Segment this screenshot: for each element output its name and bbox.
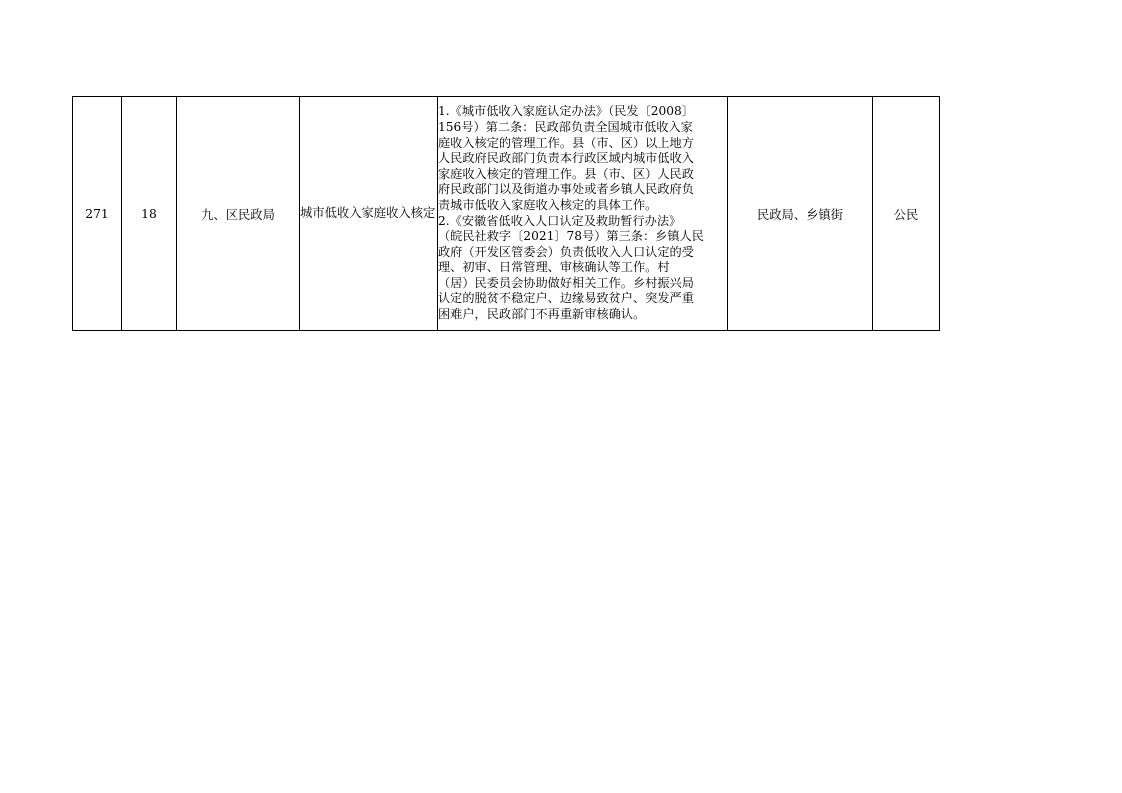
legal-basis-line: （皖民社救字〔2021〕78号）第三条：乡镇人民 (438, 229, 704, 244)
table-row (73, 97, 940, 331)
target-cell: 公民 (873, 97, 940, 331)
legal-basis-line: 家庭收入核定的管理工作。县（市、区）人民政 (438, 166, 694, 181)
legal-basis-line: 156号）第二条：民政部负责全国城市低收入家 (438, 119, 693, 134)
legal-basis-line: （居）民委员会协助做好相关工作。乡村振兴局 (438, 275, 694, 290)
legal-basis-cell (438, 97, 728, 331)
legal-basis-line: 庭收入核定的管理工作。县（市、区）以上地方 (438, 135, 694, 150)
legal-basis-line: 1.《城市低收入家庭认定办法》（民发〔2008〕 (438, 104, 694, 119)
data-table (72, 96, 940, 331)
legal-basis-line: 政府（开发区管委会）负责低收入人口认定的受 (438, 244, 694, 259)
legal-basis-line: 2.《安徽省低收入人口认定及救助暂行办法》 (438, 213, 682, 228)
legal-basis-line: 认定的脱贫不稳定户、边缘易致贫户、突发严重 (438, 291, 694, 306)
legal-basis-line: 困难户，民政部门不再重新审核确认。 (438, 307, 646, 322)
legal-basis-line: 人民政府民政部门负责本行政区域内城市低收入 (438, 151, 694, 166)
seq-cell: 271 (73, 97, 122, 331)
legal-basis-line: 理、初审、日常管理、审核确认等工作。村 (438, 260, 670, 275)
legal-basis-line: 府民政部门以及街道办事处或者乡镇人民政府负 (438, 182, 694, 197)
item-name-cell: 城市低收入家庭收入核定 (300, 97, 438, 331)
implementing-body-cell: 民政局、乡镇街 (728, 97, 873, 331)
legal-basis-line: 责城市低收入家庭收入核定的具体工作。 (438, 197, 658, 212)
sub-seq-cell: 18 (122, 97, 177, 331)
department-cell: 九、区民政局 (177, 97, 300, 331)
